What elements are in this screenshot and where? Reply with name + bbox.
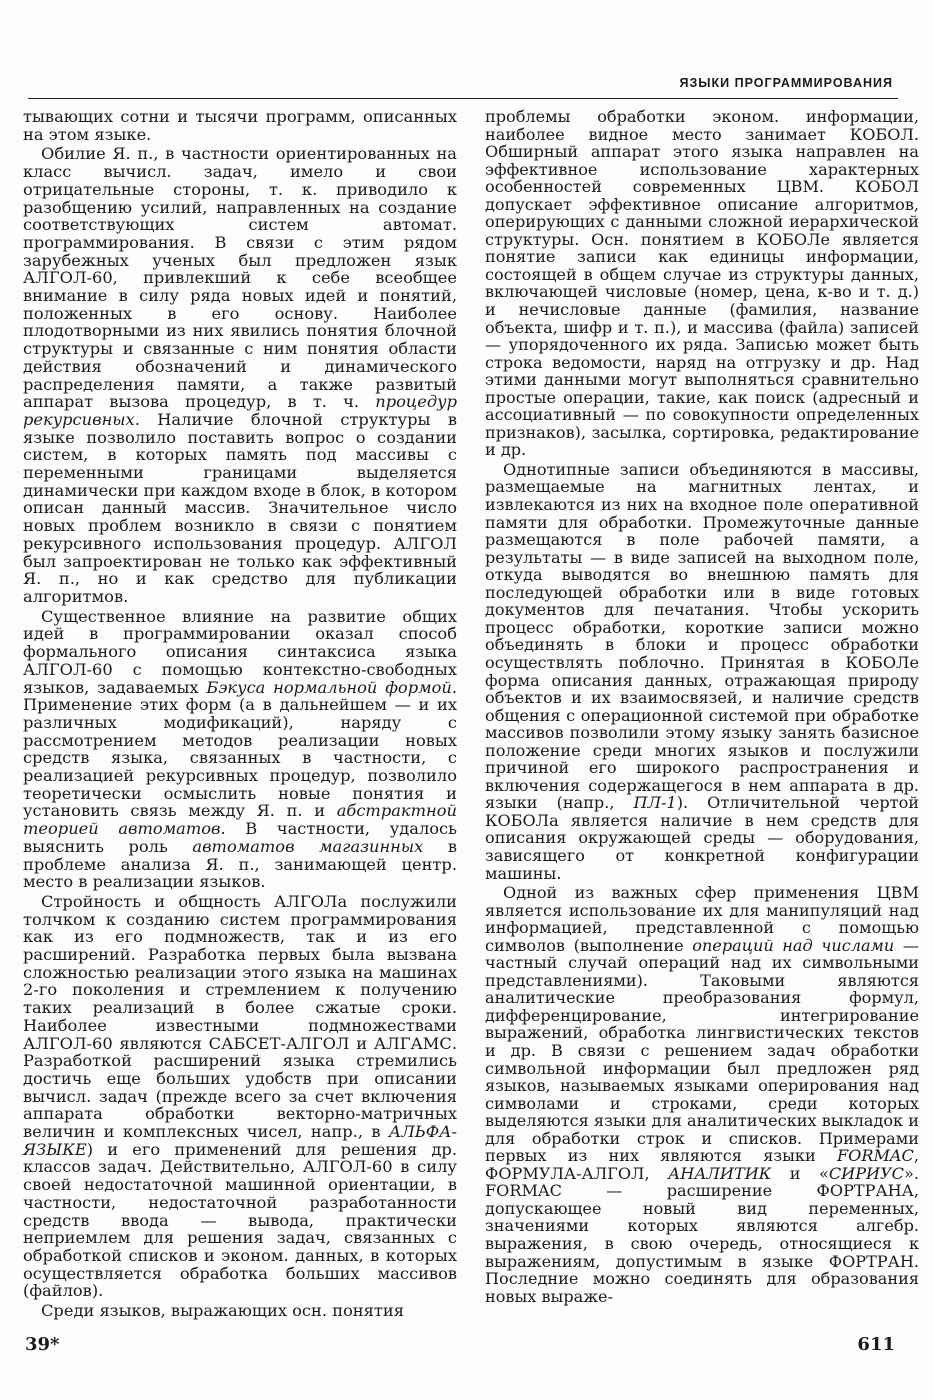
paragraph: Однотипные записи объединяются в массивы, размещаемые на магнитных лентах, и извлекаются из них на входное поле оперативной памяти для обработки. Промежуточные данные размещаются в поле рабочей памяти, а результаты — в виде записей на выходном поле, откуда выводятся во внешнюю память для последующей обработки или в виде готовых документов для печатания. Чтобы ускорить процесс обработки, короткие записи можно объединять в блоки и процесс обработки осуществлять поблочно. Принятая в КОБОЛе форма описания данных, отражающая природу объектов и их взаимосвязей, и наличие средств общения с операционной системой при обработке массивов позволили этому языку занять базисное положение среди многих языков и послужили причиной его широкого распространения и включения содержащегося в нем аппарата в др. языки (напр., ПЛ-1). Отличительной чертой КОБОЛа является наличие в нем средств для описания окружающей среды — оборудования, зависящего от конкретной конфигурации машины. bbox=[485, 459, 919, 883]
running-header: ЯЗЫКИ ПРОГРАММИРОВАНИЯ bbox=[679, 76, 893, 90]
term-link: абстрактной теорией автоматов bbox=[23, 801, 457, 839]
term-link: АНАЛИТИК bbox=[668, 1163, 772, 1183]
paragraph: Существенное влияние на развитие общих идей в программировании оказал способ формального описания синтаксиса языка АЛГОЛ-60 с помощью контекстно-свободных языков, задаваемых Бэкуса нормальной формой. Применение этих форм (а в дальнейшем — и их различных модификаций), наряду с рассмотрением методов реализации новых средств языка, связанных в частности, с реализацией рекурсивных процедур, позволило теоретически осмыслить новые понятия и установить связь между Я. п. и абстрактной теорией автоматов. В частности, удалось выяснить роль автоматов магазинных в проблеме анализа Я. п., занимающей центр. место в реализации языков. bbox=[23, 606, 458, 892]
term-link: процедур рекурсивных bbox=[23, 392, 457, 429]
header-rule bbox=[28, 98, 898, 99]
term-link: Бэкуса нормальной формой bbox=[206, 677, 452, 697]
right-column bbox=[485, 108, 919, 1305]
term-link: FORMAC bbox=[836, 1146, 914, 1166]
signature-mark: 39* bbox=[25, 1334, 60, 1355]
page-number: 611 bbox=[857, 1334, 895, 1355]
paragraph: Стройность и общность АЛГОЛа послужили толчком к созданию систем программирования как из его подмножеств, так и из его расширений. Разработка первых была вызвана сложностью реализации этого языка на машинах 2-го поколения и стремлением к получению таких реализаций в более сжатые сроки. Наиболее известными подмножествами АЛГОЛ-60 являются САБСЕТ-АЛГОЛ и АЛГАМС. Разработкой расширений языка стремились достичь еще больших удобств при описании вычисл. задач (прежде всего за счет включения аппарата обработки векторно-матричных величин и комплексных чисел, напр., в АЛЬФА-ЯЗЫКЕ) и его применений для решения др. классов задач. Действительно, АЛГОЛ-60 в силу своей недостаточной машинной ориентации, в частности, недостаточной разработанности средств ввода — вывода, практически неприемлем для решения задач, связанных с обработкой списков и эконом. данных, в которых осуществляется обработка больших массивов (файлов). bbox=[23, 891, 457, 1301]
term-link: АЛЬФА-ЯЗЫКЕ bbox=[23, 1122, 457, 1159]
term-link: операций над числами bbox=[692, 935, 895, 955]
term-link: автоматов магазинных bbox=[192, 836, 424, 856]
paragraph: Обилие Я. п., в частности ориентированных на класс вычисл. задач, имело и свои отрицательные стороны, т. к. приводило к разобщению усилий, направленных на создание соответствующих систем автомат. программирования. В связи с этим рядом зарубежных ученых был предложен язык АЛГОЛ-60, привлекший к себе всеобщее внимание в силу ряда новых идей и понятий, положенных в его основу. Наиболее плодотворными из них явились понятия блочной структуры и связанные с ним понятия области действия обозначений и динамического распределения памяти, а также развитый аппарат вызова процедур, в т. ч. процедур рекурсивных. Наличие блочной структуры в языке позволило поставить вопрос о создании систем, в которых память под массивы с переменными границами выделяется динамически при каждом входе в блок, в котором описан данный массив. Значительное число новых проблем возникло в связи с понятием рекурсивного использования процедур. АЛГОЛ был запроектирован не только как эффективный Я. п., но и как средство для публикации алгоритмов. bbox=[23, 144, 457, 606]
left-column bbox=[23, 108, 457, 1320]
paragraph: Одной из важных сфер применения ЦВМ является использование их для манипуляций над информацией, представленной с помощью символов (выполнение операций над числами — частный случай операций над их символьными представлениями). Таковыми являются аналитические преобразования формул, дифференцирование, интегрирование выражений, обработка лингвистических текстов и др. В связи с решением задач обработки символьной информации был предложен ряд языков, называемых языками оперирования над символами и строками, среди которых выделяются языки для аналитических выкладок и для обработки строк и списков. Примерами первых из них являются языки FORMAC, ФОРМУЛА-АЛГОЛ, АНАЛИТИК и «СИРИУС». FORMAC — расширение ФОРТРАНА, допускающее новый вид переменных, значениями которых являются алгебр. выражения, в свою очередь, относящиеся к выражениям, допустимым в языке ФОРТРАН. Последние можно соединять для образования новых выраже- bbox=[485, 883, 919, 1306]
paragraph: тывающих сотни и тысячи программ, описанных на этом языке. bbox=[23, 107, 457, 144]
term-link: ПЛ-1 bbox=[633, 793, 677, 813]
term-link: СИРИУС bbox=[828, 1163, 905, 1183]
paragraph: проблемы обработки эконом. информации, наиболее видное место занимает КОБОЛ. Обширный аппарат этого языка направлен на эффективное использование характерных особенностей современных ЦВМ. КОБОЛ допускает эффективное описание алгоритмов, оперирующих с данными сложной иерархической структуры. Осн. понятием в КОБОЛе является понятие записи как единицы информации, состоящей в общем случае из структуры данных, включающей числовые (номер, цена, к-во и т. д.) и нечисловые данные (фамилия, название объекта, шифр и т. п.), и массива (файла) записей — упорядоченного их ряда. Записью может быть строка ведомости, наряд на отгрузку и др. Над этими данными могут выполняться сравнительно простые операции, такие, как поиск (адресный и ассоциативный — по совокупности определенных признаков), засылка, сортировка, редактирование и др. bbox=[485, 107, 919, 460]
paragraph: Среди языков, выражающих осн. понятия bbox=[41, 1301, 404, 1321]
